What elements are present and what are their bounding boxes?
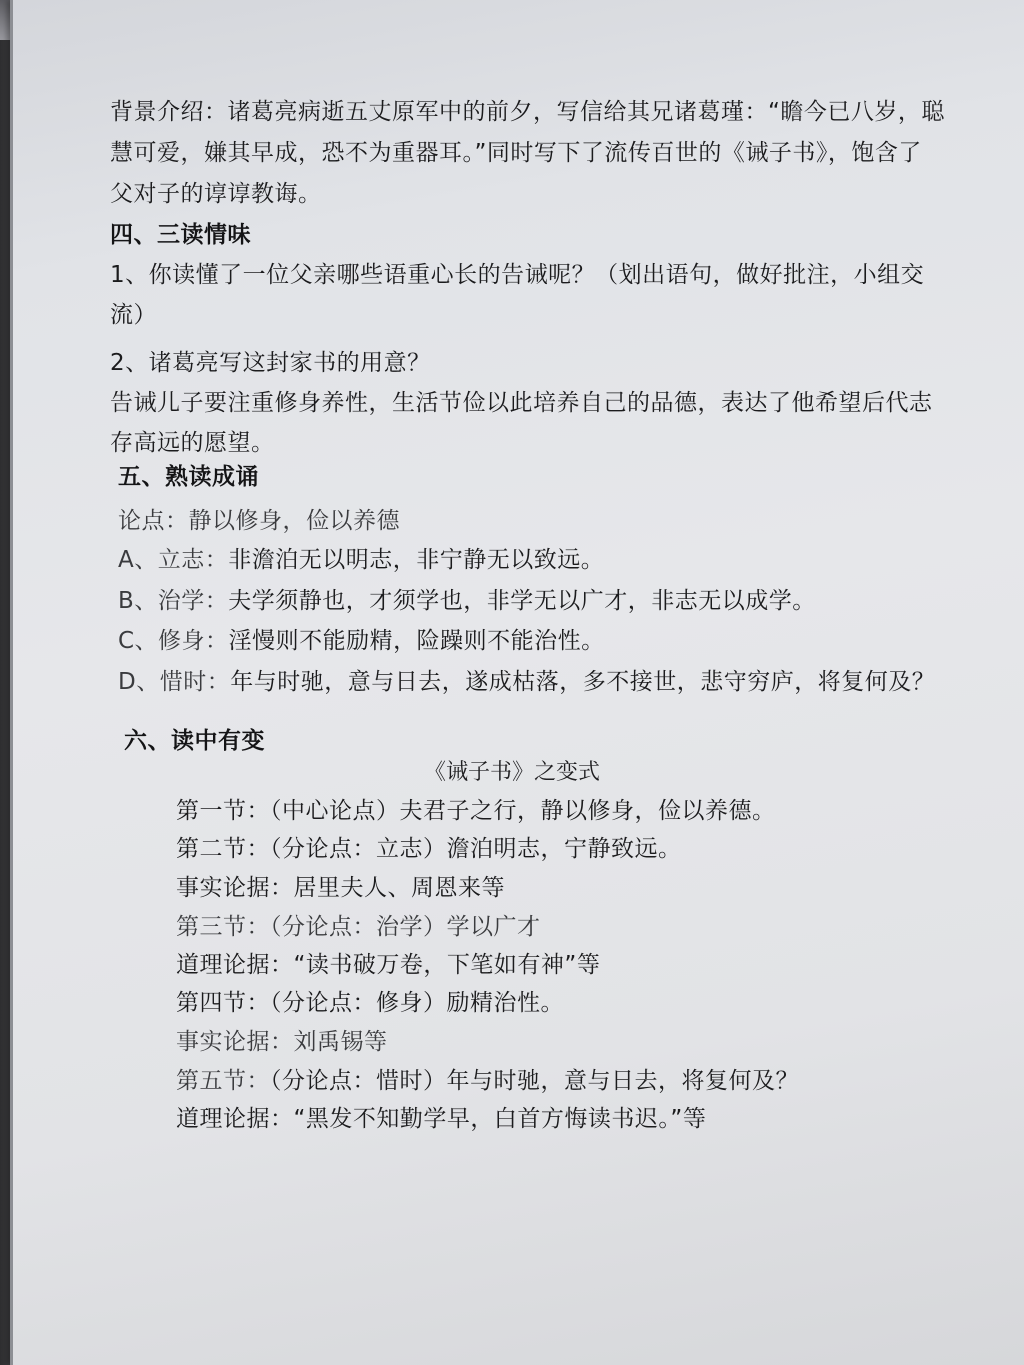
section-4-heading: 四、三读情味 [110, 222, 251, 248]
recite-item-b [118, 586, 816, 616]
variant-line-label: 第二节： [176, 836, 270, 862]
variant-line-label: 事实论据： [176, 1029, 294, 1055]
recite-item-text: 年与时驰，意与日去，遂成枯落，多不接世，悲守穷庐，将复何及？ [230, 669, 936, 695]
recite-item-label: A、立志： [118, 547, 229, 573]
question-2: 2、诸葛亮写这封家书的用意？ [110, 350, 431, 376]
variant-line-text: 刘禹锡等 [293, 1029, 388, 1055]
paper-edge [10, 0, 13, 1365]
recite-item-label: D、惜时： [118, 669, 231, 695]
variant-line-7 [176, 1027, 388, 1057]
variant-line-text: （中心论点）夫君子之行，静以修身，俭以养德。 [270, 798, 776, 824]
question-1-line-1: 1、你读懂了一位父亲哪些语重心长的告诫呢？（划出语句，做好批注，小组交 [110, 262, 925, 288]
variant-line-text: “读书破万卷，下笔如有神”等 [293, 952, 601, 978]
variant-line-text: （分论点：立志）澹泊明志，宁静致远。 [270, 836, 682, 862]
background-line-3: 父对子的谆谆教诲。 [110, 181, 322, 207]
variant-line-3 [176, 873, 505, 903]
variant-line-label: 第五节： [176, 1068, 270, 1094]
section-6-heading: 六、读中有变 [124, 728, 265, 754]
thesis: 论点：静以修身，俭以养德 [118, 508, 400, 534]
answer-line-1: 告诫儿子要注重修身养性，生活节俭以此培养自己的品德，表达了他希望后代志 [110, 390, 933, 416]
variant-line-label: 道理论据： [176, 952, 294, 978]
recite-item-label: C、修身： [118, 628, 229, 654]
variant-title: 《诫子书》之变式 [423, 760, 600, 785]
recite-item-text: 淫慢则不能励精，险躁则不能治性。 [228, 628, 605, 654]
variant-line-label: 事实论据： [176, 875, 294, 901]
variant-line-text: “黑发不知勤学早，白首方悔读书迟。”等 [293, 1106, 707, 1132]
recite-item-label: B、治学： [118, 588, 229, 614]
variant-line-2 [176, 834, 682, 864]
variant-line-text: （分论点：治学）学以广才 [270, 914, 541, 940]
variant-line-text: 居里夫人、周恩来等 [293, 875, 505, 901]
recite-item-text: 非澹泊无以明志，非宁静无以致远。 [228, 547, 605, 573]
variant-line-5 [176, 950, 600, 980]
question-1-line-2: 流） [110, 302, 157, 328]
recite-item-d [118, 667, 935, 697]
recite-item-c [118, 626, 605, 656]
variant-line-label: 道理论据： [176, 1106, 294, 1132]
answer-line-2: 存高远的愿望。 [110, 430, 275, 456]
variant-line-text: （分论点：惜时）年与时驰，意与日去，将复何及？ [270, 1068, 799, 1094]
recite-item-a [118, 545, 604, 575]
background-line-2: 慧可爱，嫌其早成，恐不为重器耳。”同时写下了流传百世的《诫子书》，饱含了 [110, 140, 922, 166]
variant-line-text: （分论点：修身）励精治性。 [270, 990, 564, 1016]
variant-line-9 [176, 1104, 706, 1134]
variant-line-label: 第三节： [176, 914, 270, 940]
background-line-1: 背景介绍：诸葛亮病逝五丈原军中的前夕，写信给其兄诸葛瑾：“瞻今已八岁，聪 [110, 99, 945, 125]
variant-line-8 [176, 1066, 799, 1096]
variant-line-1 [176, 796, 776, 826]
variant-line-label: 第一节： [176, 798, 270, 824]
variant-line-4 [176, 912, 541, 942]
variant-line-label: 第四节： [176, 990, 270, 1016]
variant-line-6 [176, 988, 564, 1018]
recite-item-text: 夫学须静也，才须学也，非学无以广才，非志无以成学。 [228, 588, 816, 614]
section-5-heading: 五、熟读成诵 [118, 464, 259, 490]
